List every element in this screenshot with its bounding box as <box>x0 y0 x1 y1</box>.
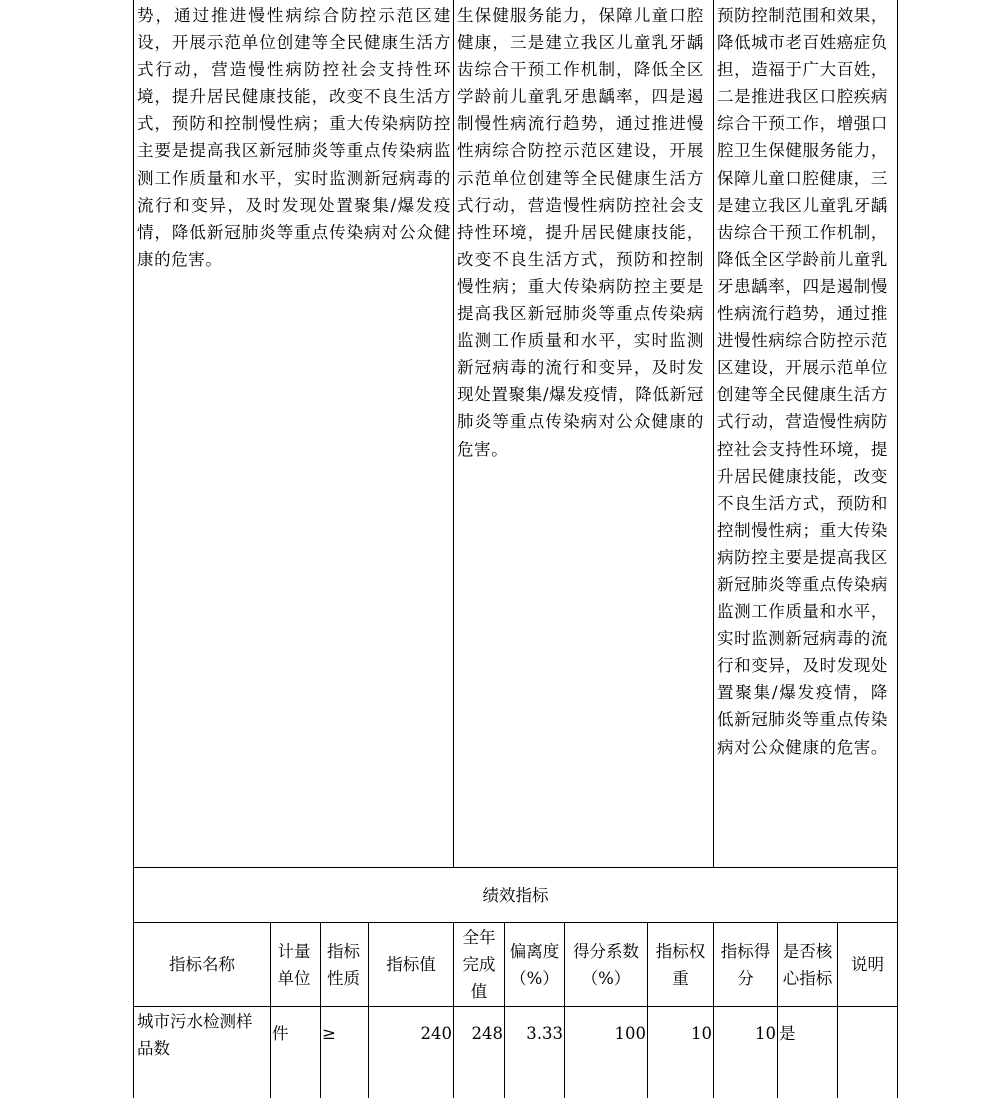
column-divider <box>270 922 271 1098</box>
row-score: 10 <box>755 1024 776 1043</box>
header-weight: 指标权重 <box>655 941 706 988</box>
header-nature: 指标性质 <box>327 941 360 988</box>
header-core-indicator: 是否核心指标 <box>782 941 833 988</box>
performance-table <box>133 0 898 1098</box>
column-divider <box>453 922 454 1098</box>
column-divider <box>713 0 714 867</box>
section-title: 绩效指标 <box>482 885 549 905</box>
column-divider <box>320 922 321 1098</box>
row-deviation: 3.33 <box>526 1024 563 1043</box>
header-unit: 计量单位 <box>277 941 311 988</box>
header-note: 说明 <box>851 955 884 974</box>
row-unit: 件 <box>272 1024 289 1043</box>
header-target-value: 指标值 <box>386 955 436 974</box>
header-score: 指标得分 <box>720 941 771 988</box>
row-indicator-name: 城市污水检测样品数 <box>137 1012 253 1058</box>
header-actual-value: 全年完成值 <box>462 928 496 1001</box>
row-core-indicator: 是 <box>779 1024 796 1043</box>
header-deviation: 偏离度（%） <box>509 941 560 988</box>
table-border-right <box>897 0 898 1098</box>
row-target-value: 240 <box>420 1024 452 1043</box>
narrative-cell-2: 生保健服务能力，保障儿童口腔健康，三是建立我区儿童乳牙龋齿综合干预工作机制，降低全区学龄前儿童乳牙患龋率，四是遏制慢性病流行趋势，通过推进慢性病综合防控示范区建设，开展示范单位创建等全民健康生活方式行动，营造慢性病防控社会支持性环境，提升居民健康技能，改变不良生活方式，预防和控制慢性病；重大传染病防控主要是提高我区新冠肺炎等重点传染病监测工作质量和水平，实时监测新冠病毒的流行和变异，及时发现处置聚集/爆发疫情，降低新冠肺炎等重点传染病对公众健康的危害。 <box>457 6 704 459</box>
narrative-cell-1: 势，通过推进慢性病综合防控示范区建设，开展示范单位创建等全民健康生活方式行动，营造慢性病防控社会支持性环境，提升居民健康技能，改变不良生活方式，预防和控制慢性病；重大传染病防控主要是提高我区新冠肺炎等重点传染病监测工作质量和水平，实时监测新冠病毒的流行和变异，及时发现处置聚集/爆发疫情，降低新冠肺炎等重点传染病对公众健康的危害。 <box>137 6 451 269</box>
row-actual-value: 248 <box>471 1024 503 1043</box>
row-score-coefficient: 100 <box>614 1024 646 1043</box>
row-weight: 10 <box>691 1024 712 1043</box>
header-indicator-name: 指标名称 <box>169 955 235 974</box>
row-divider <box>133 1006 898 1007</box>
header-score-coefficient: 得分系数（%） <box>573 941 639 988</box>
narrative-cell-3: 预防控制范围和效果，降低城市老百姓癌症负担，造福于广大百姓，二是推进我区口腔疾病综合干预工作，增强口腔卫生保健服务能力，保障儿童口腔健康，三是建立我区儿童乳牙龋齿综合干预工作机制，降低全区学龄前儿童乳牙患龋率，四是遏制慢性病流行趋势，通过推进慢性病综合防控示范区建设，开展示范单位创建等全民健康生活方式行动，营造慢性病防控社会支持性环境，提升居民健康技能，改变不良生活方式，预防和控制慢性病；重大传染病防控主要是提高我区新冠肺炎等重点传染病监测工作质量和水平，实时监测新冠病毒的流行和变异，及时发现处置聚集/爆发疫情，降低新冠肺炎等重点传染病对公众健康的危害。 <box>717 6 888 757</box>
column-divider <box>453 0 454 867</box>
row-nature: ≥ <box>322 1024 336 1043</box>
